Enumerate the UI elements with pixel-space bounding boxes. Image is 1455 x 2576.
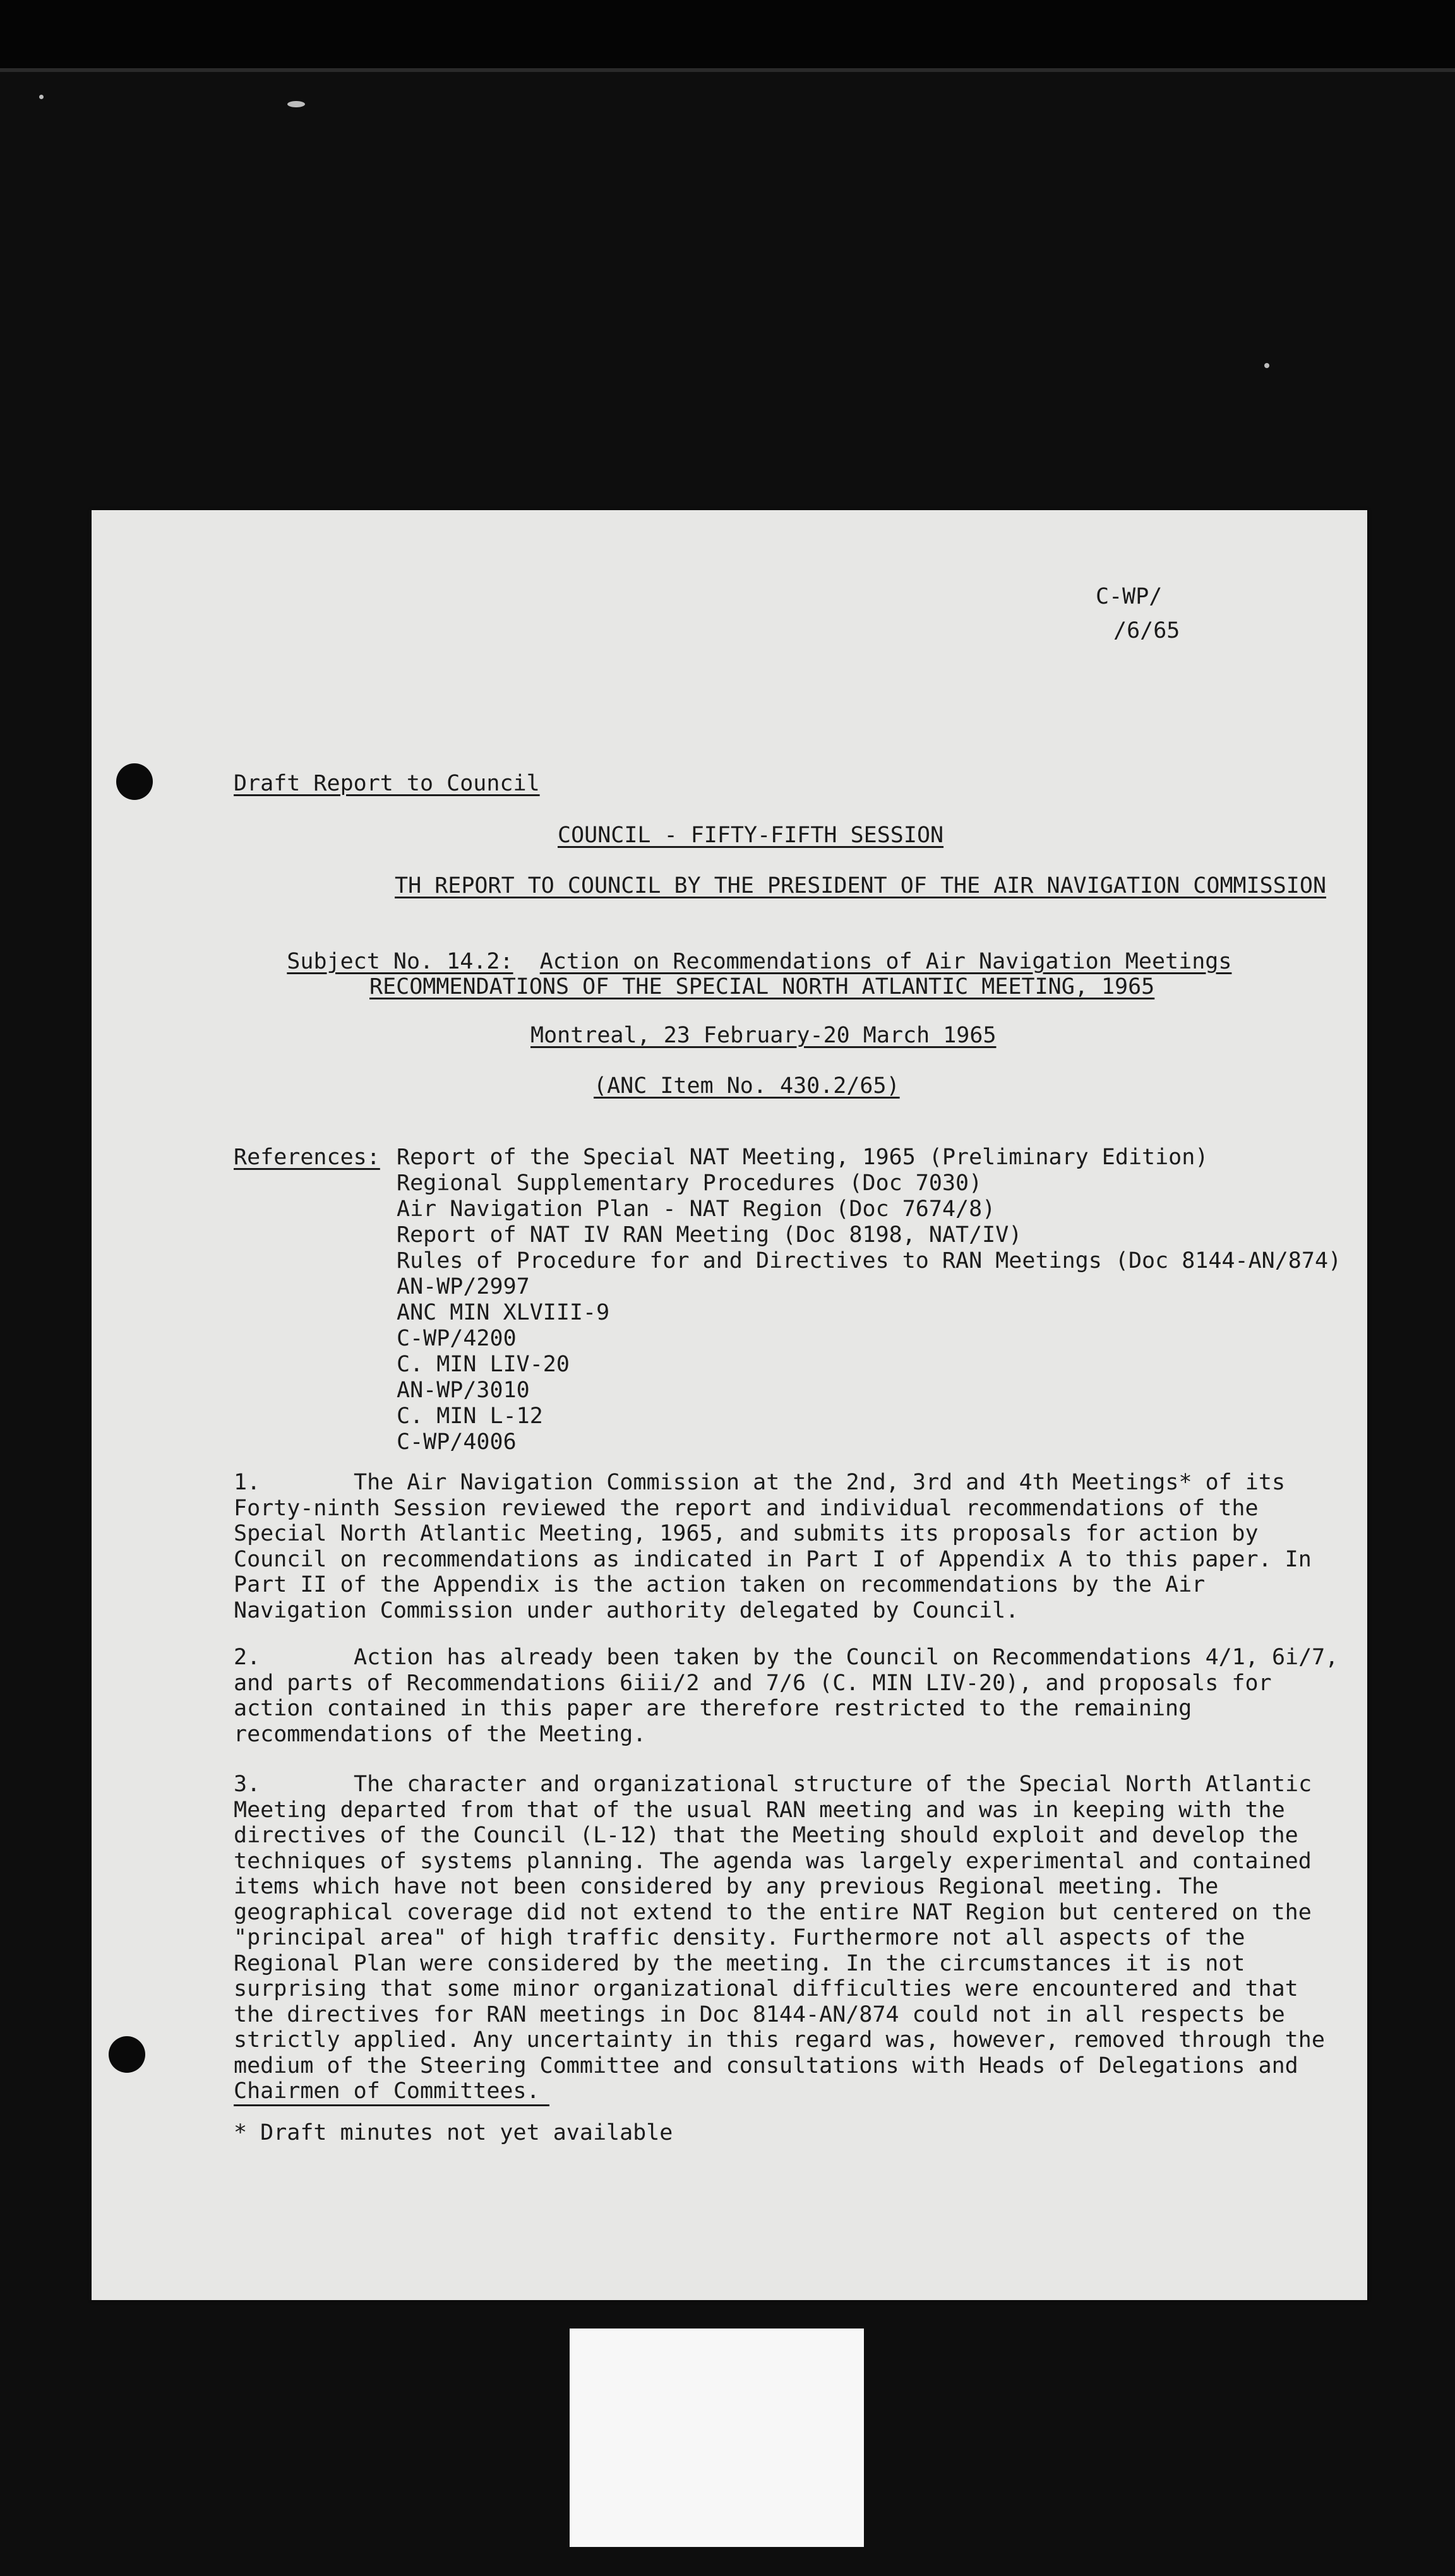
paragraph-3 <box>234 1772 1345 2104</box>
subject-text: Action on Recommendations of Air Navigation Meetings <box>539 949 1232 974</box>
punch-hole-top <box>116 763 153 800</box>
references-label: References: <box>234 1145 380 1170</box>
film-edge <box>0 68 1455 72</box>
reference-item: AN-WP/3010 <box>397 1378 530 1403</box>
dust-speck <box>1264 363 1269 368</box>
references-list <box>397 1145 1341 1455</box>
reference-item: ANC MIN XLVIII-9 <box>397 1300 610 1325</box>
anc-item: (ANC Item No. 430.2/65) <box>594 1073 900 1099</box>
reference-line-2: /6/65 <box>1113 618 1180 643</box>
document-reference <box>1096 580 1180 648</box>
reference-item: C. MIN L-12 <box>397 1404 543 1429</box>
dust-speck <box>287 101 305 107</box>
paragraph-number: 3. <box>234 1772 261 1797</box>
reference-item: Rules of Procedure for and Directives to RAN Meetings (Doc 8144-AN/874) <box>397 1248 1342 1273</box>
reference-item: C-WP/4006 <box>397 1429 517 1455</box>
reference-item: Report of the Special NAT Meeting, 1965 (Preliminary Edition) <box>397 1145 1209 1170</box>
place-date: Montreal, 23 February-20 March 1965 <box>530 1023 997 1048</box>
document-page <box>92 510 1367 2300</box>
session-title: COUNCIL - FIFTY-FIFTH SESSION <box>558 823 944 848</box>
film-strip-top <box>0 0 1455 71</box>
reference-line-1: C-WP/ <box>1096 584 1163 609</box>
report-title: TH REPORT TO COUNCIL BY THE PRESIDENT OF THE AIR NAVIGATION COMMISSION <box>395 873 1327 898</box>
reference-item: C-WP/4200 <box>397 1326 517 1351</box>
paragraph-1 <box>234 1470 1345 1623</box>
draft-label: Draft Report to Council <box>234 771 540 796</box>
reference-item: Air Navigation Plan - NAT Region (Doc 7674/8) <box>397 1196 996 1222</box>
paragraph-number: 2. <box>234 1645 261 1670</box>
paragraph-text: Action has already been taken by the Council on Recommendations 4/1, 6i/7, and parts of Recommendations 6iii/2 and 7/6 (C. MIN LIV-20), and proposals for action contained in this paper are therefore restricted to the remaining recommendations of the Meeting. <box>234 1645 1339 1747</box>
reference-item: C. MIN LIV-20 <box>397 1352 570 1377</box>
footnote: * Draft minutes not yet available <box>234 2120 673 2145</box>
paragraph-text: The character and organizational structure of the Special North Atlantic Meeting departed from that of the usual RAN meeting and was in keeping with the directives of the Council (L-12) that the Meeting should exploit and develop the techniques of systems planning. The agenda was largely experimental and contained items which have not been considered by any previous Regional meeting. The geographical coverage did not extend to the entire NAT Region but centered on the "principal area" of high traffic density. Furthermore not all aspects of the Regional Plan were considered by the meeting. In the circumstances it is not surprising that some minor organizational difficulties were encountered and that the directives for RAN meetings in Doc 8144-AN/874 could not in all respects be strictly applied. Any uncertainty in this regard was, however, removed through the medium of the Steering Committee and consultations with Heads of Delegations and Chairmen of Committees. <box>234 1772 1325 2104</box>
reference-item: Report of NAT IV RAN Meeting (Doc 8198, NAT/IV) <box>397 1222 1022 1248</box>
reference-item: AN-WP/2997 <box>397 1274 530 1299</box>
dust-speck <box>39 95 44 99</box>
paragraph-number: 1. <box>234 1470 261 1495</box>
punch-hole-bottom <box>109 2036 145 2073</box>
footnote-divider <box>234 2104 549 2106</box>
reference-item: Regional Supplementary Procedures (Doc 7030) <box>397 1171 983 1196</box>
recommendations-title: RECOMMENDATIONS OF THE SPECIAL NORTH ATLANTIC MEETING, 1965 <box>369 974 1155 999</box>
subject-label: Subject No. 14.2: <box>287 949 513 974</box>
paragraph-2 <box>234 1645 1345 1747</box>
paragraph-text: The Air Navigation Commission at the 2nd, 3rd and 4th Meetings* of its Forty-ninth Session reviewed the report and individual recommendations of the Special North Atlantic Meeting, 1965, and submits its proposals for action by Council on recommendations as indicated in Part I of Appendix A to this paper. In Part II of the Appendix is the action taken on recommendations by the Air Navigation Commission under authority delegated by Council. <box>234 1470 1312 1623</box>
film-target-box <box>570 2329 864 2547</box>
